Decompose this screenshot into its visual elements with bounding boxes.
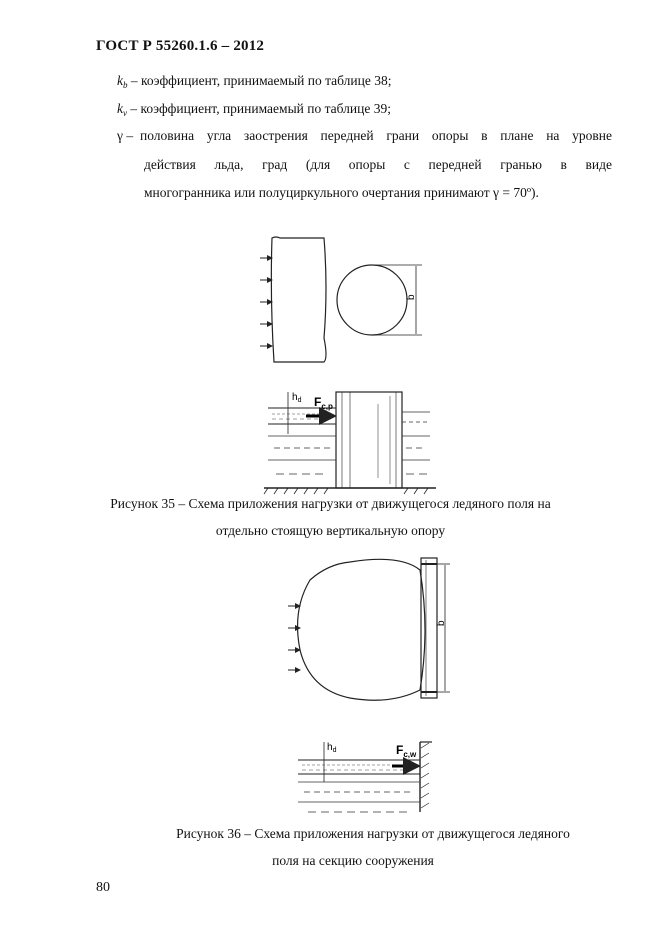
width-label: b [436,620,447,626]
width-dimension [437,564,450,692]
pier-plan-circle [337,265,407,335]
figure-36-diagram [280,550,450,820]
definition-text: – коэффициент, принимаемый по таблице 39; [127,101,391,116]
figure-36-caption-line-1: Рисунок 36 – Схема приложения нагрузки от движущегося ледяного [176,826,570,841]
ice-field-plan [271,237,326,362]
water-lines [268,412,430,474]
symbol-sub: b [123,80,128,90]
definition-kv [117,100,391,122]
definition-kb [117,72,391,94]
thickness-label: $h_d$ [327,742,337,754]
gamma-line-2: действия льда, град (для опоры с передней гранью в виде [144,157,612,172]
water-lines [298,782,420,812]
figure-35-caption-line-1: Рисунок 35 – Схема приложения нагрузки от движущегося ледяного поля на [110,496,551,511]
thickness-dimension [284,392,292,434]
force-label: $F_{c,w}$ [396,743,417,759]
structure-section-plan [421,558,437,698]
gamma-line-1: половина угла заострения передней грани опоры в плане на уровне [140,128,612,143]
thickness-label: $h_d$ [292,392,302,404]
width-label: b [406,294,417,300]
symbol-k: k [117,73,123,88]
page-header: ГОСТ Р 55260.1.6 – 2012 [96,38,265,54]
ice-motion-arrows [260,258,272,346]
figure-36-caption-line-2: поля на секцию сооружения [272,853,434,868]
gamma-line-3: многогранника или полуциркульного очертания принимают γ = 70º). [144,185,539,200]
figure-35-diagram [250,228,440,498]
ice-floe-plan [298,559,425,700]
riverbed [264,488,436,494]
figure-35-caption-line-2: отдельно стоящую вертикальную опору [215,523,446,538]
definition-text: – коэффициент, принимаемый по таблице 38; [127,73,392,88]
symbol-sub: v [123,108,127,118]
symbol-k: k [117,101,123,116]
gamma-symbol: γ – [117,128,134,143]
pier-elevation [336,392,402,488]
force-label: $F_{c,p}$ [314,395,333,411]
page-number: 80 [96,880,110,895]
wall-elevation [420,742,432,812]
